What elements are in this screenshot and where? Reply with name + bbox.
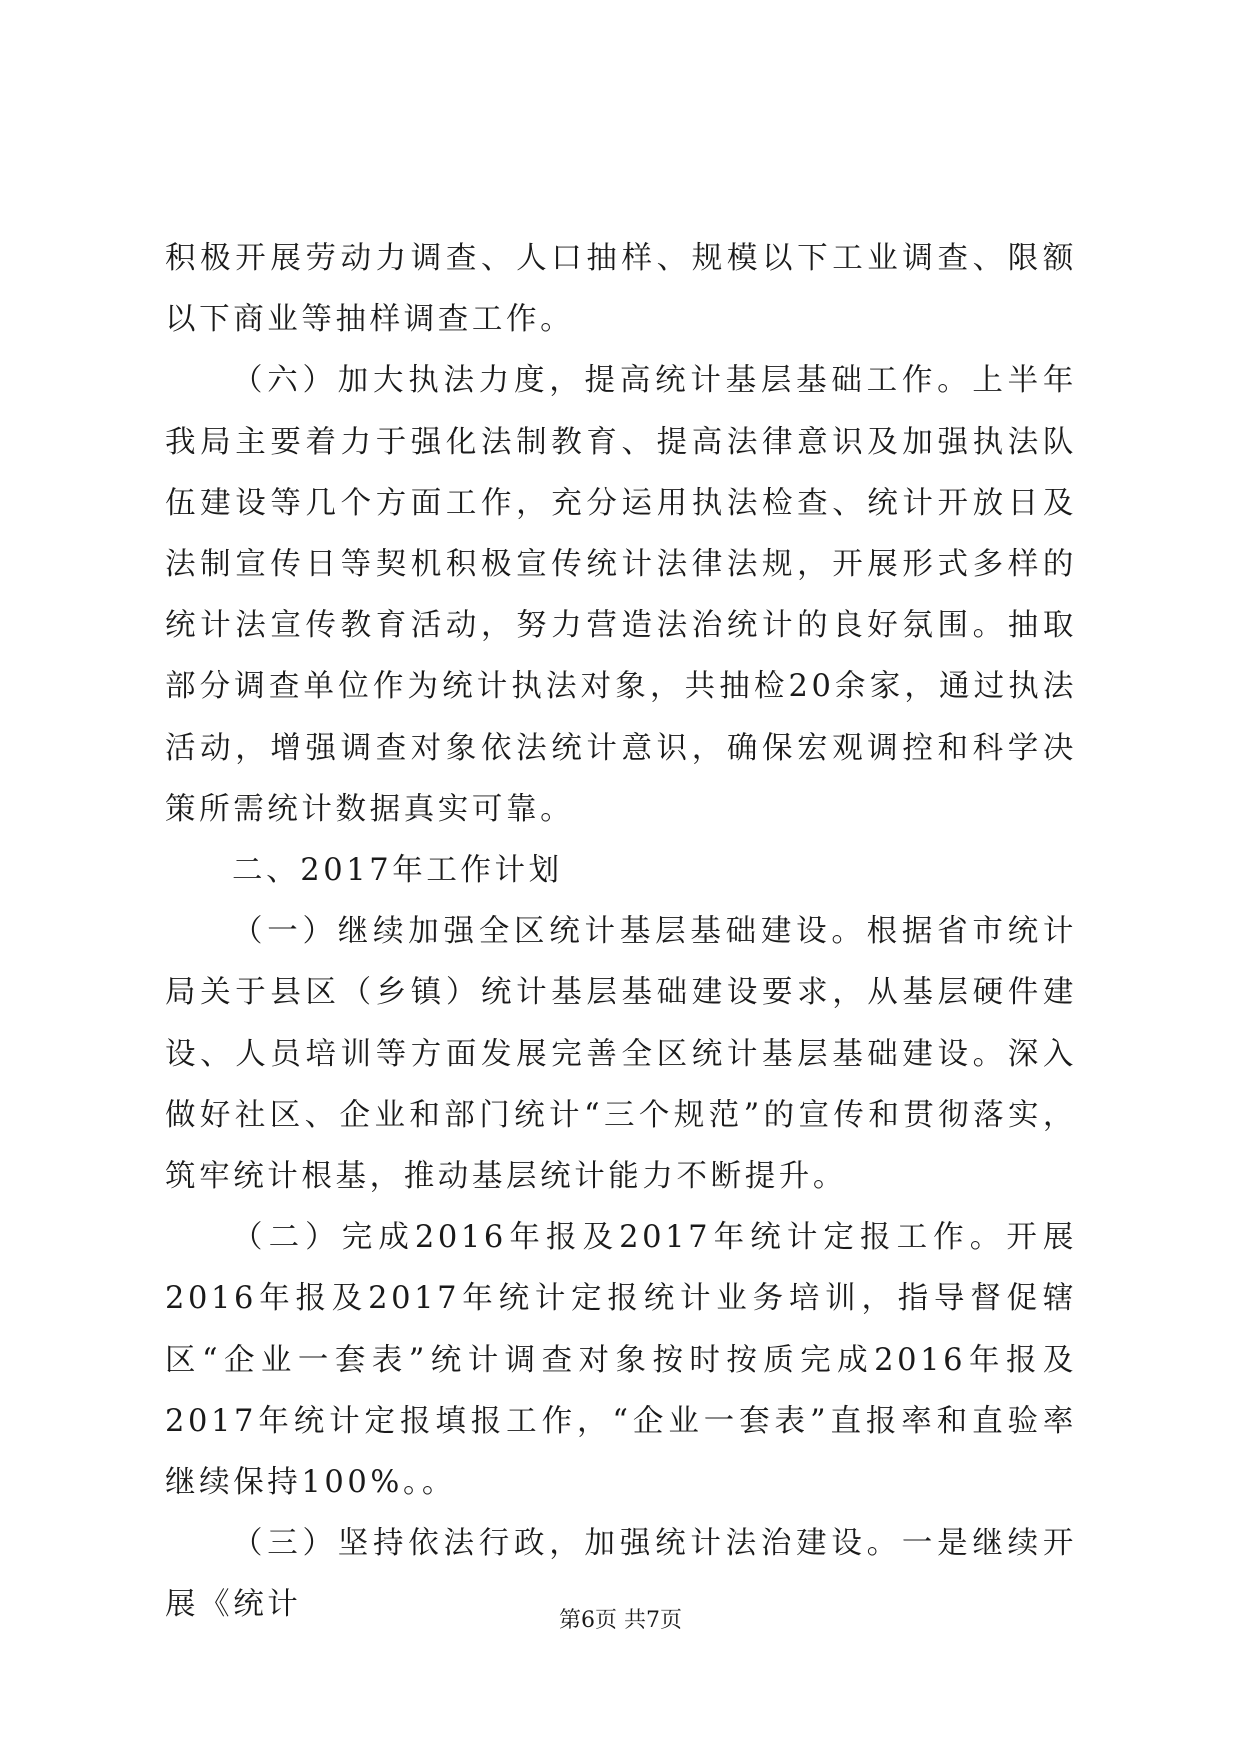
section-heading-2017-plan: 二、2017年工作计划: [232, 853, 563, 889]
paragraph-grassroots-building: （一）继续加强全区统计基层基础建设。根据省市统计局关于县区（乡镇）统计基层基础建设要求，从基层硬件建设、人员培训等方面发展完善全区统计基层基础建设。深入做好社区、企业和部门统计“三个规范”的宣传和贯彻落实，筑牢统计根基，推动基层统计能力不断提升。: [165, 914, 1077, 1195]
paragraph-law-enforcement: （六）加大执法力度，提高统计基层基础工作。上半年我局主要着力于强化法制教育、提高法律意识及加强执法队伍建设等几个方面工作，充分运用执法检查、统计开放日及法制宣传日等契机积极宣传统计法律法规，开展形式多样的统计法宣传教育活动，努力营造法治统计的良好氛围。抽取部分调查单位作为统计执法对象，共抽检20余家，通过执法活动，增强调查对象依法统计意识，确保宏观调控和科学决策所需统计数据真实可靠。: [165, 363, 1077, 827]
paragraph-annual-report: （二）完成2016年报及2017年统计定报工作。开展2016年报及2017年统计定报统计业务培训，指导督促辖区“企业一套表”统计调查对象按时按质完成2016年报及2017年统计定报填报工作，“企业一套表”直报率和直验率继续保持100%。。: [165, 1220, 1077, 1501]
document-body: [165, 228, 1077, 1636]
page-footer: 第6页 共7页: [559, 1608, 682, 1633]
paragraph-rule-of-law: （三）坚持依法行政，加强统计法治建设。一是继续开展《统计: [165, 1526, 1077, 1623]
paragraph-survey-work: 积极开展劳动力调查、人口抽样、规模以下工业调查、限额以下商业等抽样调查工作。: [165, 241, 1077, 338]
